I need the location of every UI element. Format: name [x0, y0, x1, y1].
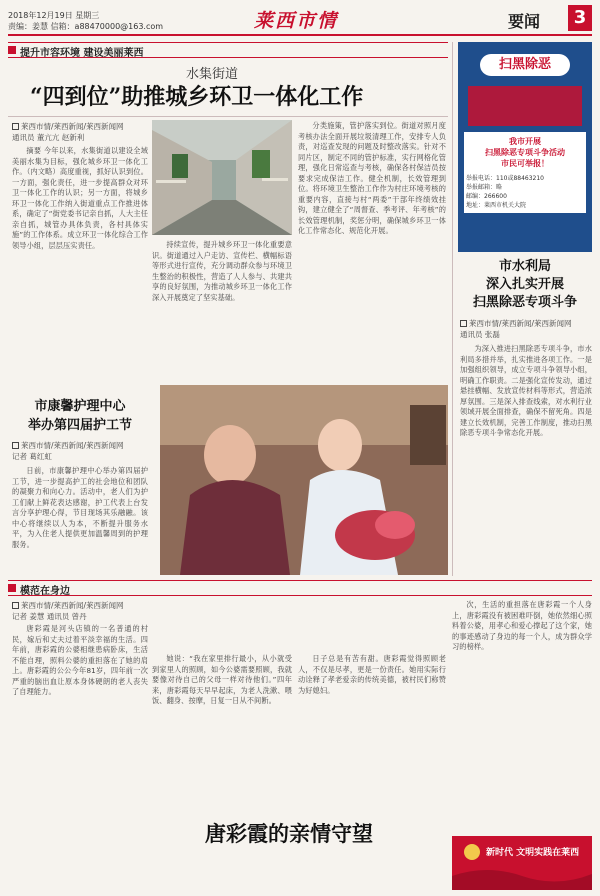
banner-label: 模范在身边 — [20, 586, 70, 597]
banner-marker-icon — [8, 46, 16, 54]
body-text: 日前，市康馨护理中心举办第四届护工节，进一步提高护工的社会地位和团队的凝聚力和向心力。活动中，老人们为护工们献上鲜花表达感谢，护工代表上台发言分享护理心得，节目现场其乐融融。该中心将继续以人为本，不断提升服务水平，为入住老人提供更加温馨周到的护理服务。 — [12, 466, 148, 549]
article3-body-col2 — [152, 654, 292, 890]
article3-body-col1 — [12, 624, 148, 890]
headline-line: 市水利局 — [498, 259, 551, 274]
article3-headline: 唐彩霞的亲情守望 — [205, 821, 373, 846]
body-text: 分类施策，管护落实到位。街道对照月度考核办法全面开展垃圾清理工作，安排专人负责，对巡查发现的问题及时整改落实。针对不同片区，制定不同的管护标准，实行网格化管理，强化日常巡查与考核，确保各村保洁员按要求完成保洁工作。健全机制，长效管理到位。将环境卫生整治工作作为村庄环境考核的重要内容，直接与村“两委”干部年终绩效挂钩，建立健全了“周督查、季考评、年考核”的长效管理机制，奖惩分明，确保城乡环卫一体化工作常态化、规范化开展。 — [298, 121, 446, 235]
article2-byline — [12, 440, 152, 462]
ad-panel — [464, 132, 586, 213]
section-banner-bottom — [8, 580, 592, 596]
body-text: 日子总是有苦有甜。唐彩霞觉得照顾老人，不仅是尽孝，更是一份责任。她用实际行动诠释了孝老爱亲的传统美德，被村民们称赞为好媳妇。 — [298, 654, 446, 695]
body-text: 她说：“我在家里排行最小，从小就受到家里人的照顾，如今公婆需要照顾，我就要像对待自己的父母一样对待他们。”四年来，唐彩霞每天早早起床，为老人洗漱、喂饭、翻身、按摩，日复一日从不间断。 — [152, 654, 292, 705]
body-text: 摘要 今年以来，水集街道以建设全域美丽水集为目标，强化城乡环卫一体化工作。（内文略）高度重视，抓好认识到位。一方面，强化责任，进一步提高群众对环卫一体化工作的认识；另一方面，将城乡环卫一体化工作纳入街道重点工作推进体系，确定了“街党委书记亲自抓，人大主任亲自抓，城管办具体负责，各村具体实施”的工作体系。成立环卫一体化综合工作领导小组，层层压实责任。 — [12, 146, 148, 250]
article4-headline — [458, 258, 592, 312]
checkbox-mark-icon — [12, 602, 19, 609]
anti-crime-ad — [458, 42, 592, 252]
byline-source: 莱西市情/莱西新闻/莱西新闻网 — [21, 601, 124, 610]
banner-label: 提升市容环境 建设美丽莱西 — [20, 48, 144, 59]
page-number: 3 — [568, 5, 592, 31]
checkbox-mark-icon — [460, 320, 467, 327]
street-photo — [152, 120, 292, 235]
byline-source: 莱西市情/莱西新闻/莱西新闻网 — [21, 122, 124, 131]
article3-byline — [12, 600, 152, 622]
headline-line: 扫黑除恶专项斗争 — [472, 295, 577, 310]
ad-graphic — [468, 86, 582, 126]
page-header — [0, 0, 600, 38]
masthead-logo: 莱西市情 — [254, 10, 339, 32]
ad-detail: 举报邮箱：略 — [466, 184, 503, 191]
byline-author: 记者 姜慧 通讯员 曾丹 — [12, 612, 87, 621]
section-title: 要闻 — [508, 12, 541, 31]
header-rule — [8, 34, 592, 36]
headline-line: 举办第四届护工节 — [27, 418, 132, 433]
ad-line: 我市开展 — [509, 137, 541, 146]
article4-byline — [460, 318, 592, 340]
ad-tag: 扫黑除恶 — [480, 54, 570, 76]
checkbox-mark-icon — [12, 442, 19, 449]
editor-line: 责编：姜慧 信箱：a88470000@163.com — [8, 22, 164, 31]
date-line: 2018年12月19日 星期三 — [8, 11, 100, 20]
article3-body-col3 — [298, 654, 446, 890]
body-text: 持续宣传，提升城乡环卫一体化重要意识。街道通过入户走访、宣传栏、横幅标语等形式进行宣传，充分调动群众参与环境卫生整治的积极性，营造了人人参与、共建共享的良好氛围，为推动城乡环卫一体化工作深入开展奠定了坚实基础。 — [152, 240, 292, 302]
article4-body — [460, 344, 592, 574]
article3-body-col4 — [452, 600, 592, 830]
divider — [8, 116, 448, 117]
ad-detail: 邮编：266600 — [466, 193, 507, 200]
article-byline — [12, 121, 152, 143]
byline-author: 通讯员 张磊 — [460, 330, 500, 339]
ad-detail: 举报电话：110或88463210 — [466, 175, 544, 182]
body-text: 为深入推进扫黑除恶专项斗争，市水利局多措并举，扎实推进各项工作。一是加强组织领导，成立专项斗争领导小组，明确工作职责。二是强化宣传发动，通过悬挂横幅、发放宣传材料等形式，营造浓厚氛围。三是深入排查线索，对水利行业领域开展全面排查，确保不留死角。四是建立长效机制，完善工作制度，推动扫黑除恶专项斗争常态化开展。 — [460, 344, 592, 437]
ad-line: 扫黑除恶专项斗争活动 — [485, 148, 565, 157]
byline-source: 莱西市情/莱西新闻/莱西新闻网 — [469, 319, 572, 328]
byline-author: 通讯员 董亢亢 赵新利 — [12, 133, 85, 142]
body-text: 次，生活的重担落在唐彩霞一个人身上，唐彩霞没有被困难吓倒，她依然细心照料着公婆，用孝心和爱心撑起了这个家，她的事迹感动了身边的每一个人，成为群众学习的榜样。 — [452, 600, 592, 651]
body-text: 唐彩霞是河头店镇的一名普通的村民，嫁后和丈夫过着平淡幸福的生活。四年前，唐彩霞的公婆相继患病卧床，生活不能自理，照料公婆的重担落在了她的肩上。唐彩霞的公公今年81岁，四年前一次严重的脑出血让原本身体硬朗的老人丧失了自理能力。 — [12, 624, 148, 696]
article2-headline — [12, 397, 148, 435]
article-kicker: 水集街道 — [186, 67, 239, 82]
article-body-col2 — [298, 121, 446, 381]
byline-author: 记者 葛红虹 — [12, 452, 52, 461]
banner-slogan: 新时代 文明实践在莱西 — [486, 848, 580, 858]
ad-line: 市民可举报！ — [501, 159, 549, 168]
headline-line: 市康馨护理中心 — [34, 399, 126, 414]
nursing-center-photo — [160, 385, 448, 575]
section-banner-top — [8, 42, 448, 58]
column-divider — [452, 42, 453, 576]
checkbox-mark-icon — [12, 123, 19, 130]
article2-body — [12, 466, 148, 576]
banner-marker-icon — [8, 584, 16, 592]
headline-line: 深入扎实开展 — [485, 277, 564, 292]
article-headline: “四到位”助推城乡环卫一体化工作 — [30, 84, 364, 110]
ad-detail: 地址：莱西市机关大院 — [466, 202, 527, 209]
byline-source: 莱西市情/莱西新闻/莱西新闻网 — [21, 441, 124, 450]
civilization-banner — [452, 836, 592, 890]
